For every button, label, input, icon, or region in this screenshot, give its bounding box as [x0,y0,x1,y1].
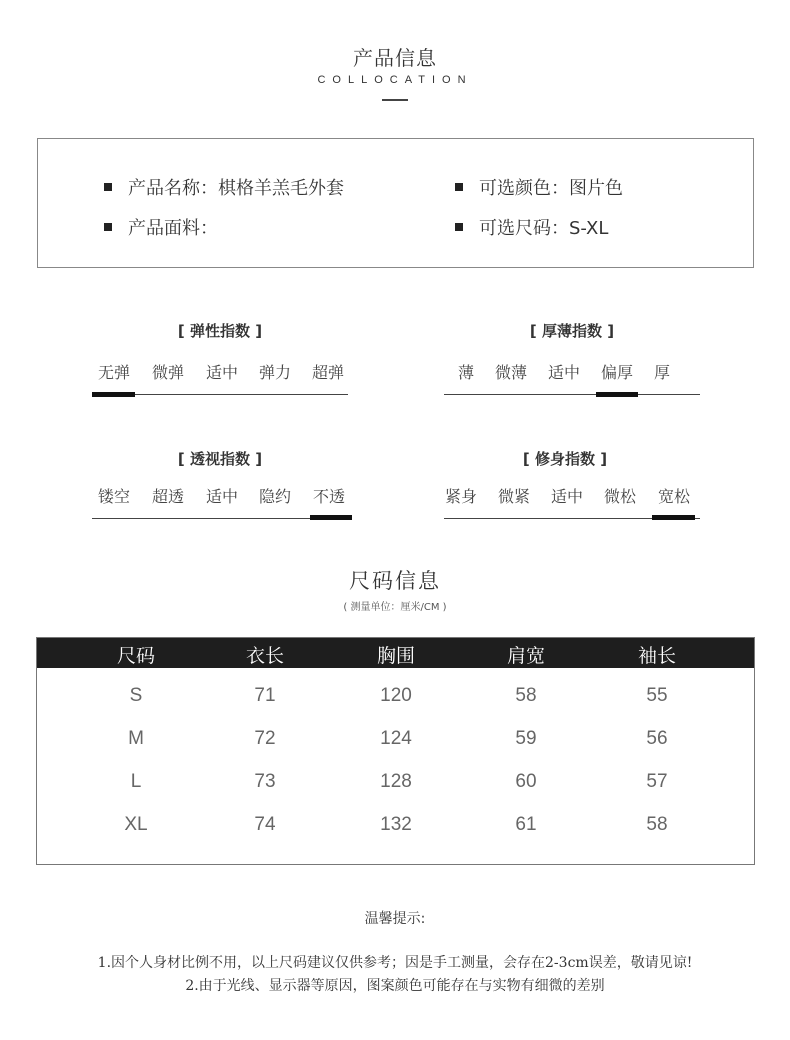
table-cell: L [130,771,142,792]
product-fabric: 产品面料： [128,218,218,239]
transparency-index-title: [ 透视指数 ] [177,450,263,468]
size-table [36,637,755,865]
table-cell: 57 [646,771,668,792]
transparency-selected-marker [310,515,352,520]
table-cell: 59 [515,728,537,749]
table-cell: 58 [646,814,668,835]
product-size-item [455,214,608,240]
table-cell: 55 [646,685,668,706]
fit-option: 微紧 [497,487,530,506]
table-cell: 74 [254,814,276,835]
page-subtitle: COLLOCATION [317,74,473,86]
column-header: 袖长 [637,645,676,667]
column-header: 衣长 [245,645,284,667]
product-color: 可选颜色：图片色 [479,178,623,199]
elastic-option: 微弹 [151,363,184,382]
fit-index-title: [ 修身指数 ] [522,450,608,468]
elastic-option: 适中 [205,363,238,382]
elastic-option: 无弹 [97,363,130,382]
fit-option: 紧身 [444,487,477,506]
table-cell: 71 [254,685,276,706]
table-header [37,638,754,668]
thickness-option: 微薄 [494,363,527,382]
bullet-icon [104,223,112,231]
table-cell: 72 [254,728,276,749]
product-size: 可选尺码：S-XL [479,218,609,239]
size-info-title: 尺码信息 [349,569,441,593]
transparency-option: 镂空 [97,487,130,506]
bullet-icon [455,183,463,191]
column-header: 肩宽 [506,645,545,667]
bullet-icon [104,183,112,191]
fit-option: 适中 [550,487,583,506]
table-cell: 60 [515,771,537,792]
product-color-item [455,174,623,200]
product-name-item [104,174,344,200]
page-title: 产品信息 [353,46,437,70]
table-cell: S [129,685,143,706]
product-info-box [37,138,754,268]
table-cell: 128 [380,771,412,792]
table-cell: 58 [515,685,537,706]
fit-selected-marker [652,515,695,520]
elastic-selected-marker [92,392,135,397]
elastic-option: 弹力 [258,363,291,382]
tip-line-2: 2.由于光线、显示器等原因，图案颜色可能存在与实物有细微的差别 [185,978,605,994]
table-cell: 56 [646,728,668,749]
transparency-option: 隐约 [258,487,291,506]
size-unit-note: ( 测量单位：厘米/CM ) [343,602,447,613]
table-cell: XL [124,814,148,835]
table-cell: 61 [515,814,537,835]
thickness-selected-marker [596,392,638,397]
tip-line-1: 1.因个人身材比例不用，以上尺码建议仅供参考；因是手工测量，会存在2-3cm误差，敬请见谅! [97,955,693,971]
transparency-option: 超透 [151,487,184,506]
table-cell: 73 [254,771,276,792]
tips-title: 温馨提示: [364,911,426,927]
thickness-scale-line [444,394,700,395]
table-cell: 132 [380,814,412,835]
thickness-option: 偏厚 [600,363,633,382]
title-divider [382,99,408,101]
thickness-index-title: [ 厚薄指数 ] [529,322,615,340]
thickness-option: 厚 [653,363,670,382]
transparency-option: 适中 [205,487,238,506]
transparency-option: 不透 [312,487,345,506]
elastic-index-title: [ 弹性指数 ] [177,322,263,340]
product-name: 产品名称：棋格羊羔毛外套 [128,178,344,199]
thickness-option: 薄 [457,363,474,382]
column-header: 胸围 [376,645,415,667]
column-header: 尺码 [116,645,155,667]
bullet-icon [455,223,463,231]
fit-option: 微松 [603,487,636,506]
product-fabric-item [104,214,218,240]
table-cell: 124 [380,728,412,749]
table-cell: M [128,728,144,749]
fit-option: 宽松 [657,487,690,506]
thickness-option: 适中 [547,363,580,382]
table-cell: 120 [380,685,412,706]
elastic-option: 超弹 [311,363,344,382]
